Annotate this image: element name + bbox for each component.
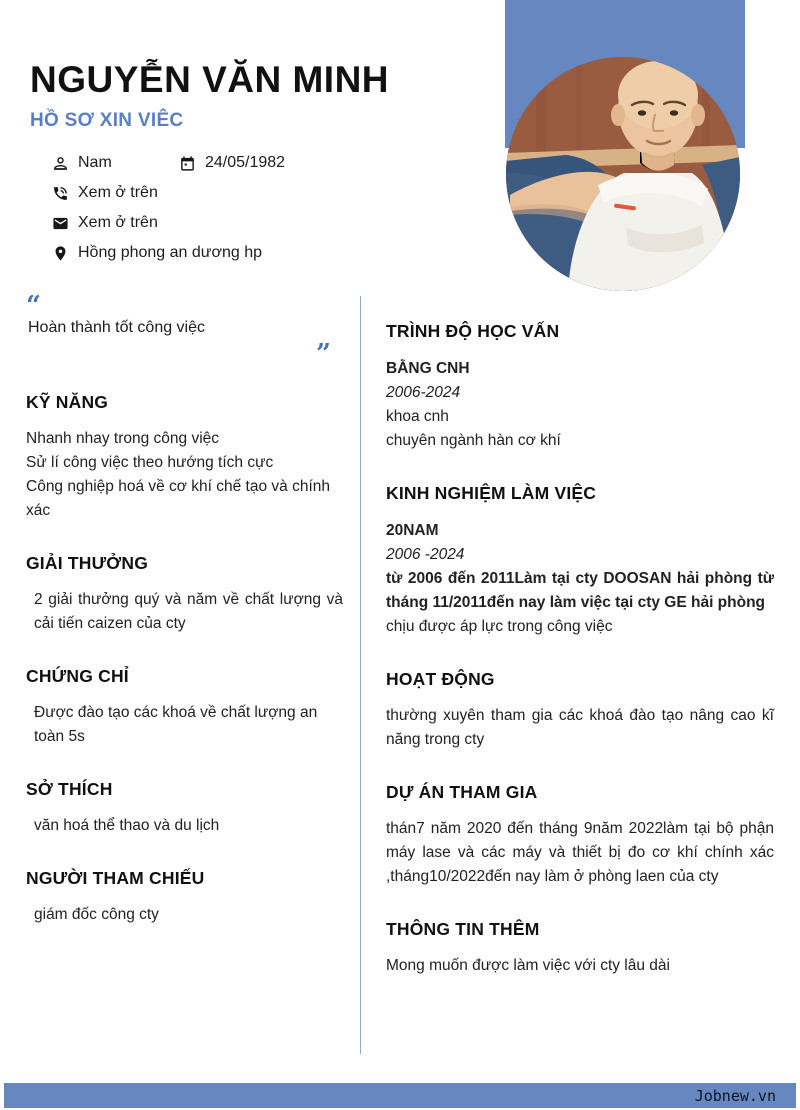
- section-title-activities: HOẠT ĐỘNG: [386, 669, 495, 689]
- experience-years: 2006 -2024: [386, 546, 465, 563]
- left-column: [26, 291, 360, 1054]
- info-row-phone: [52, 178, 500, 208]
- calendar-icon: [179, 155, 196, 172]
- experience-entry: [386, 519, 774, 639]
- cv-subtitle: HỒ SƠ XIN VIÊC: [30, 110, 184, 131]
- section-title-certificates: CHỨNG CHỈ: [26, 666, 129, 686]
- envelope-icon: [52, 215, 69, 232]
- address-cell: [52, 244, 262, 262]
- skills-line: Nhanh nhay trong công việc: [26, 430, 220, 447]
- person-photo-illustration: [506, 57, 740, 291]
- info-row-address: [52, 238, 500, 268]
- candidate-name: NGUYỄN VĂN MINH: [30, 59, 390, 100]
- education-years: 2006-2024: [386, 384, 461, 401]
- hobbies-text: văn hoá thể thao và du lịch: [34, 817, 220, 834]
- projects-text: thán7 năm 2020 đến tháng 9năm 2022làm tại bộ phận máy lase và các máy và thiết bị đo cơ khí chính xác ,tháng10/2022đến nay làm ở phòng laen của cty: [386, 820, 774, 885]
- awards-text: 2 giải thưởng quý và năm về chất lượng và cải tiến caizen của cty: [34, 591, 343, 632]
- content-columns: [26, 291, 774, 1054]
- section-title-hobbies: SỞ THÍCH: [26, 779, 113, 799]
- section-title-references: NGƯỜI THAM CHIẾU: [26, 868, 205, 888]
- dob-value: 24/05/1982: [205, 154, 286, 171]
- section-title-projects: DỰ ÁN THAM GIA: [386, 782, 538, 802]
- email-cell: [52, 214, 158, 232]
- references-text: giám đốc công cty: [34, 906, 159, 923]
- experience-role: 20NAM: [386, 522, 439, 539]
- section-title-skills: KỸ NĂNG: [26, 392, 109, 412]
- phone-value: Xem ở trên: [78, 184, 158, 201]
- address-value: Hồng phong an dương hp: [78, 244, 263, 261]
- additional-text: Mong muốn được làm việc với cty lâu dài: [386, 957, 670, 974]
- gender-cell: [52, 154, 179, 172]
- quote-block: [26, 291, 343, 369]
- info-row-gender-dob: [52, 148, 500, 178]
- quote-close-icon: ”: [316, 339, 331, 369]
- info-row-email: [52, 208, 500, 238]
- profile-photo: [506, 57, 740, 291]
- person-icon: [52, 155, 69, 172]
- footer-bar: [4, 1083, 796, 1108]
- phone-icon: [52, 185, 69, 202]
- skills-line: Sử lí công việc theo hướng tích cực: [26, 454, 274, 471]
- location-pin-icon: [52, 245, 69, 262]
- gender-value: Nam: [78, 154, 112, 171]
- section-title-education: TRÌNH ĐỘ HỌC VẤN: [386, 321, 560, 341]
- quote-open-icon: “: [26, 291, 41, 321]
- certificates-text: Được đào tạo các khoá về chất lượng an toàn 5s: [34, 704, 318, 745]
- phone-cell: [52, 184, 158, 202]
- footer-brand: Jobnew.vn: [694, 1086, 776, 1105]
- education-line: khoa cnh: [386, 408, 449, 425]
- activities-text: thường xuyên tham gia các khoá đào tạo nâng cao kĩ năng trong cty: [386, 707, 774, 748]
- email-value: Xem ở trên: [78, 214, 158, 231]
- experience-text: chịu được áp lực trong công việc: [386, 618, 613, 635]
- section-title-additional: THÔNG TIN THÊM: [386, 919, 540, 939]
- header: [30, 58, 500, 268]
- quote-text: Hoàn thành tốt công việc: [28, 319, 206, 336]
- education-line: chuyên ngành hàn cơ khí: [386, 432, 561, 449]
- right-column: [361, 296, 774, 1054]
- contact-info: [52, 148, 500, 268]
- education-degree: BẰNG CNH: [386, 360, 470, 377]
- section-title-experience: KINH NGHIỆM LÀM VIỆC: [386, 483, 597, 503]
- section-title-awards: GIẢI THƯỞNG: [26, 553, 149, 573]
- education-entry: [386, 357, 774, 453]
- dob-cell: [179, 154, 285, 172]
- experience-highlight: từ 2006 đến 2011Làm tại cty DOOSAN hải phòng từ tháng 11/2011đến nay làm việc tại cty GE hải phòng: [386, 570, 774, 611]
- skills-line: Công nghiệp hoá về cơ khí chế tạo và chính xác: [26, 478, 331, 519]
